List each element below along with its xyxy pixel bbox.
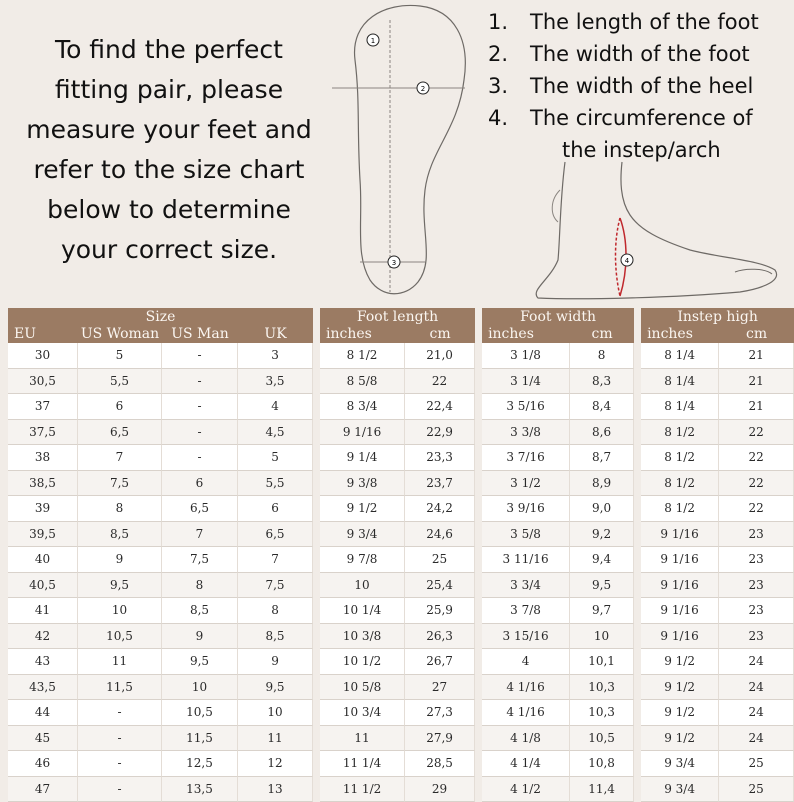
cell-eu: 46 — [8, 751, 78, 777]
cell-instep-cm: 25 — [719, 751, 794, 777]
table-row — [8, 751, 794, 777]
table-row — [8, 700, 794, 726]
cell-width-cm: 10,5 — [570, 726, 634, 752]
cell-instep-inches: 9 1/2 — [641, 675, 719, 701]
group-header-row — [8, 308, 794, 326]
table-row — [8, 343, 794, 369]
cell-uk: 13 — [238, 777, 313, 802]
cell-instep-inches: 8 1/2 — [641, 496, 719, 522]
group-header-foot-length: Foot length — [320, 308, 475, 326]
column-header-instep-inches: inches — [641, 326, 719, 343]
cell-instep-inches: 9 1/16 — [641, 573, 719, 599]
cell-length-cm: 28,5 — [405, 751, 475, 777]
cell-instep-cm: 21 — [719, 394, 794, 420]
cell-width-inches: 3 7/16 — [482, 445, 570, 471]
cell-instep-cm: 24 — [719, 726, 794, 752]
cell-eu: 39,5 — [8, 522, 78, 548]
cell-instep-cm: 22 — [719, 420, 794, 446]
cell-instep-inches: 9 3/4 — [641, 751, 719, 777]
cell-us-woman: 9,5 — [78, 573, 162, 599]
cell-instep-inches: 8 1/2 — [641, 420, 719, 446]
cell-us-woman: - — [78, 751, 162, 777]
measurement-item — [484, 38, 789, 70]
cell-length-cm: 22 — [405, 369, 475, 395]
cell-instep-cm: 23 — [719, 522, 794, 548]
table-row — [8, 598, 794, 624]
cell-instep-cm: 23 — [719, 573, 794, 599]
table-row — [8, 420, 794, 446]
measurement-item — [484, 102, 789, 166]
cell-eu: 38 — [8, 445, 78, 471]
cell-width-inches: 4 1/2 — [482, 777, 570, 802]
cell-width-cm: 8 — [570, 343, 634, 369]
column-header-us-woman: US Woman — [78, 326, 162, 343]
foot-sole-diagram — [330, 0, 480, 300]
cell-width-inches: 3 5/8 — [482, 522, 570, 548]
size-chart-table — [8, 308, 794, 802]
cell-uk: 5 — [238, 445, 313, 471]
cell-eu: 45 — [8, 726, 78, 752]
cell-us-man: 9,5 — [162, 649, 238, 675]
cell-instep-inches: 8 1/2 — [641, 471, 719, 497]
cell-us-woman: 8,5 — [78, 522, 162, 548]
cell-us-man: - — [162, 420, 238, 446]
cell-uk: 9,5 — [238, 675, 313, 701]
cell-width-cm: 10,3 — [570, 700, 634, 726]
table-row — [8, 777, 794, 802]
cell-us-woman: 7 — [78, 445, 162, 471]
cell-us-man: 7,5 — [162, 547, 238, 573]
column-header-width-cm: cm — [570, 326, 634, 343]
table-row — [8, 369, 794, 395]
cell-uk: 11 — [238, 726, 313, 752]
column-header-eu: EU — [8, 326, 78, 343]
group-header-foot-width: Foot width — [482, 308, 634, 326]
cell-instep-cm: 23 — [719, 598, 794, 624]
cell-instep-inches: 9 1/16 — [641, 624, 719, 650]
cell-eu: 40,5 — [8, 573, 78, 599]
column-header-length-inches: inches — [320, 326, 405, 343]
cell-eu: 37 — [8, 394, 78, 420]
cell-width-inches: 3 1/4 — [482, 369, 570, 395]
cell-eu: 41 — [8, 598, 78, 624]
intro-line: below to determine — [4, 190, 334, 230]
cell-width-inches: 3 1/2 — [482, 471, 570, 497]
cell-us-man: - — [162, 343, 238, 369]
marker-4: 4 — [625, 257, 630, 265]
cell-uk: 3 — [238, 343, 313, 369]
cell-uk: 6 — [238, 496, 313, 522]
cell-us-woman: 10 — [78, 598, 162, 624]
cell-length-inches: 9 1/4 — [320, 445, 405, 471]
marker-1: 1 — [371, 37, 375, 45]
cell-us-woman: - — [78, 726, 162, 752]
cell-us-woman: 10,5 — [78, 624, 162, 650]
cell-us-man: - — [162, 445, 238, 471]
cell-us-man: 11,5 — [162, 726, 238, 752]
cell-instep-cm: 23 — [719, 624, 794, 650]
cell-us-man: 8 — [162, 573, 238, 599]
cell-width-cm: 9,2 — [570, 522, 634, 548]
marker-3: 3 — [392, 259, 396, 267]
cell-width-inches: 3 7/8 — [482, 598, 570, 624]
cell-width-cm: 9,0 — [570, 496, 634, 522]
cell-us-man: - — [162, 369, 238, 395]
intro-line: To find the perfect — [4, 30, 334, 70]
cell-uk: 7 — [238, 547, 313, 573]
cell-us-man: 9 — [162, 624, 238, 650]
cell-length-inches: 11 — [320, 726, 405, 752]
cell-width-inches: 3 3/4 — [482, 573, 570, 599]
column-header-width-inches: inches — [482, 326, 570, 343]
cell-instep-inches: 9 1/2 — [641, 649, 719, 675]
cell-length-inches: 11 1/4 — [320, 751, 405, 777]
measurement-text: The circumference of — [530, 106, 753, 130]
cell-instep-inches: 9 3/4 — [641, 777, 719, 802]
cell-width-cm: 10,8 — [570, 751, 634, 777]
cell-length-inches: 8 1/2 — [320, 343, 405, 369]
cell-uk: 4,5 — [238, 420, 313, 446]
cell-eu: 42 — [8, 624, 78, 650]
cell-us-woman: 8 — [78, 496, 162, 522]
cell-us-woman: 5 — [78, 343, 162, 369]
cell-width-cm: 8,6 — [570, 420, 634, 446]
cell-length-cm: 26,3 — [405, 624, 475, 650]
cell-us-woman: 11 — [78, 649, 162, 675]
cell-length-inches: 10 1/4 — [320, 598, 405, 624]
column-header-us-man: US Man — [162, 326, 238, 343]
cell-width-cm: 8,3 — [570, 369, 634, 395]
cell-width-inches: 3 9/16 — [482, 496, 570, 522]
cell-instep-inches: 8 1/4 — [641, 394, 719, 420]
cell-length-cm: 26,7 — [405, 649, 475, 675]
cell-us-woman: 9 — [78, 547, 162, 573]
cell-uk: 9 — [238, 649, 313, 675]
cell-us-woman: - — [78, 700, 162, 726]
cell-length-inches: 9 3/8 — [320, 471, 405, 497]
cell-eu: 38,5 — [8, 471, 78, 497]
cell-length-cm: 27,9 — [405, 726, 475, 752]
cell-length-inches: 8 3/4 — [320, 394, 405, 420]
table-row — [8, 471, 794, 497]
intro-line: fitting pair, please — [4, 70, 334, 110]
cell-length-inches: 9 1/2 — [320, 496, 405, 522]
table-row — [8, 496, 794, 522]
cell-length-inches: 10 3/8 — [320, 624, 405, 650]
cell-eu: 43 — [8, 649, 78, 675]
cell-us-woman: 5,5 — [78, 369, 162, 395]
measurement-item — [484, 70, 789, 102]
cell-width-cm: 11,4 — [570, 777, 634, 802]
cell-instep-inches: 8 1/4 — [641, 343, 719, 369]
table-row — [8, 675, 794, 701]
table-row — [8, 522, 794, 548]
cell-width-inches: 4 — [482, 649, 570, 675]
cell-length-inches: 10 3/4 — [320, 700, 405, 726]
cell-width-cm: 9,4 — [570, 547, 634, 573]
column-header-uk: UK — [238, 326, 313, 343]
cell-width-inches: 3 3/8 — [482, 420, 570, 446]
cell-instep-inches: 9 1/16 — [641, 547, 719, 573]
cell-length-cm: 27,3 — [405, 700, 475, 726]
cell-uk: 4 — [238, 394, 313, 420]
cell-length-inches: 10 1/2 — [320, 649, 405, 675]
cell-us-man: 10,5 — [162, 700, 238, 726]
cell-width-cm: 8,7 — [570, 445, 634, 471]
cell-width-cm: 10 — [570, 624, 634, 650]
cell-eu: 43,5 — [8, 675, 78, 701]
cell-length-cm: 22,4 — [405, 394, 475, 420]
group-header-size: Size — [8, 308, 313, 326]
size-chart — [8, 308, 794, 802]
cell-us-man: 10 — [162, 675, 238, 701]
cell-length-cm: 23,7 — [405, 471, 475, 497]
cell-length-inches: 9 3/4 — [320, 522, 405, 548]
cell-eu: 30,5 — [8, 369, 78, 395]
cell-length-inches: 9 7/8 — [320, 547, 405, 573]
cell-width-inches: 3 1/8 — [482, 343, 570, 369]
intro-text — [4, 30, 334, 270]
cell-length-inches: 10 — [320, 573, 405, 599]
measurement-number: 3. — [488, 70, 508, 102]
cell-length-inches: 9 1/16 — [320, 420, 405, 446]
cell-width-cm: 9,7 — [570, 598, 634, 624]
cell-instep-inches: 9 1/16 — [641, 522, 719, 548]
cell-instep-inches: 8 1/4 — [641, 369, 719, 395]
cell-us-man: - — [162, 394, 238, 420]
cell-instep-cm: 21 — [719, 343, 794, 369]
cell-eu: 37,5 — [8, 420, 78, 446]
table-row — [8, 649, 794, 675]
cell-width-cm: 8,4 — [570, 394, 634, 420]
cell-uk: 10 — [238, 700, 313, 726]
measurement-number: 4. — [488, 102, 508, 134]
measurement-number: 2. — [488, 38, 508, 70]
measurement-text-continued: the instep/arch — [530, 134, 789, 166]
cell-uk: 3,5 — [238, 369, 313, 395]
cell-instep-cm: 24 — [719, 649, 794, 675]
cell-us-woman: 7,5 — [78, 471, 162, 497]
cell-length-cm: 29 — [405, 777, 475, 802]
cell-length-inches: 10 5/8 — [320, 675, 405, 701]
cell-us-man: 13,5 — [162, 777, 238, 802]
cell-us-woman: - — [78, 777, 162, 802]
cell-us-man: 7 — [162, 522, 238, 548]
cell-instep-inches: 9 1/2 — [641, 700, 719, 726]
intro-line: your correct size. — [4, 230, 334, 270]
cell-instep-cm: 23 — [719, 547, 794, 573]
cell-uk: 6,5 — [238, 522, 313, 548]
cell-width-inches: 4 1/16 — [482, 700, 570, 726]
cell-length-cm: 25,9 — [405, 598, 475, 624]
cell-us-man: 6 — [162, 471, 238, 497]
cell-us-man: 8,5 — [162, 598, 238, 624]
table-row — [8, 573, 794, 599]
cell-length-cm: 24,2 — [405, 496, 475, 522]
cell-us-woman: 6 — [78, 394, 162, 420]
cell-width-cm: 9,5 — [570, 573, 634, 599]
cell-uk: 12 — [238, 751, 313, 777]
cell-instep-cm: 24 — [719, 675, 794, 701]
size-chart-body — [8, 343, 794, 802]
measurement-list — [484, 6, 789, 166]
group-header-instep-high: Instep high — [641, 308, 794, 326]
cell-us-woman: 6,5 — [78, 420, 162, 446]
cell-length-inches: 11 1/2 — [320, 777, 405, 802]
cell-width-cm: 10,3 — [570, 675, 634, 701]
column-header-length-cm: cm — [405, 326, 475, 343]
intro-line: measure your feet and — [4, 110, 334, 150]
cell-eu: 30 — [8, 343, 78, 369]
cell-width-inches: 3 11/16 — [482, 547, 570, 573]
cell-length-cm: 25,4 — [405, 573, 475, 599]
measurement-text: The length of the foot — [530, 10, 759, 34]
cell-width-cm: 10,1 — [570, 649, 634, 675]
cell-length-inches: 8 5/8 — [320, 369, 405, 395]
cell-eu: 39 — [8, 496, 78, 522]
cell-length-cm: 22,9 — [405, 420, 475, 446]
cell-width-inches: 4 1/8 — [482, 726, 570, 752]
cell-width-inches: 3 15/16 — [482, 624, 570, 650]
cell-instep-cm: 21 — [719, 369, 794, 395]
cell-instep-cm: 22 — [719, 471, 794, 497]
cell-length-cm: 27 — [405, 675, 475, 701]
measurement-number: 1. — [488, 6, 508, 38]
cell-width-inches: 4 1/16 — [482, 675, 570, 701]
cell-length-cm: 21,0 — [405, 343, 475, 369]
column-header-instep-cm: cm — [719, 326, 794, 343]
cell-us-woman: 11,5 — [78, 675, 162, 701]
table-row — [8, 726, 794, 752]
table-row — [8, 445, 794, 471]
cell-length-cm: 25 — [405, 547, 475, 573]
cell-eu: 40 — [8, 547, 78, 573]
cell-instep-cm: 24 — [719, 700, 794, 726]
intro-line: refer to the size chart — [4, 150, 334, 190]
cell-eu: 47 — [8, 777, 78, 802]
cell-instep-inches: 9 1/16 — [641, 598, 719, 624]
cell-us-man: 6,5 — [162, 496, 238, 522]
cell-uk: 5,5 — [238, 471, 313, 497]
foot-side-diagram — [520, 160, 790, 305]
cell-width-inches: 3 5/16 — [482, 394, 570, 420]
cell-uk: 8,5 — [238, 624, 313, 650]
cell-instep-inches: 9 1/2 — [641, 726, 719, 752]
cell-eu: 44 — [8, 700, 78, 726]
marker-2: 2 — [421, 85, 425, 93]
cell-instep-inches: 8 1/2 — [641, 445, 719, 471]
column-header-row — [8, 326, 794, 343]
cell-length-cm: 23,3 — [405, 445, 475, 471]
cell-uk: 7,5 — [238, 573, 313, 599]
measurement-text: The width of the heel — [530, 74, 753, 98]
measurement-item — [484, 6, 789, 38]
cell-instep-cm: 25 — [719, 777, 794, 802]
cell-width-inches: 4 1/4 — [482, 751, 570, 777]
table-row — [8, 547, 794, 573]
cell-width-cm: 8,9 — [570, 471, 634, 497]
measurement-text: The width of the foot — [530, 42, 750, 66]
cell-us-man: 12,5 — [162, 751, 238, 777]
table-row — [8, 624, 794, 650]
cell-instep-cm: 22 — [719, 496, 794, 522]
cell-uk: 8 — [238, 598, 313, 624]
cell-length-cm: 24,6 — [405, 522, 475, 548]
table-row — [8, 394, 794, 420]
cell-instep-cm: 22 — [719, 445, 794, 471]
